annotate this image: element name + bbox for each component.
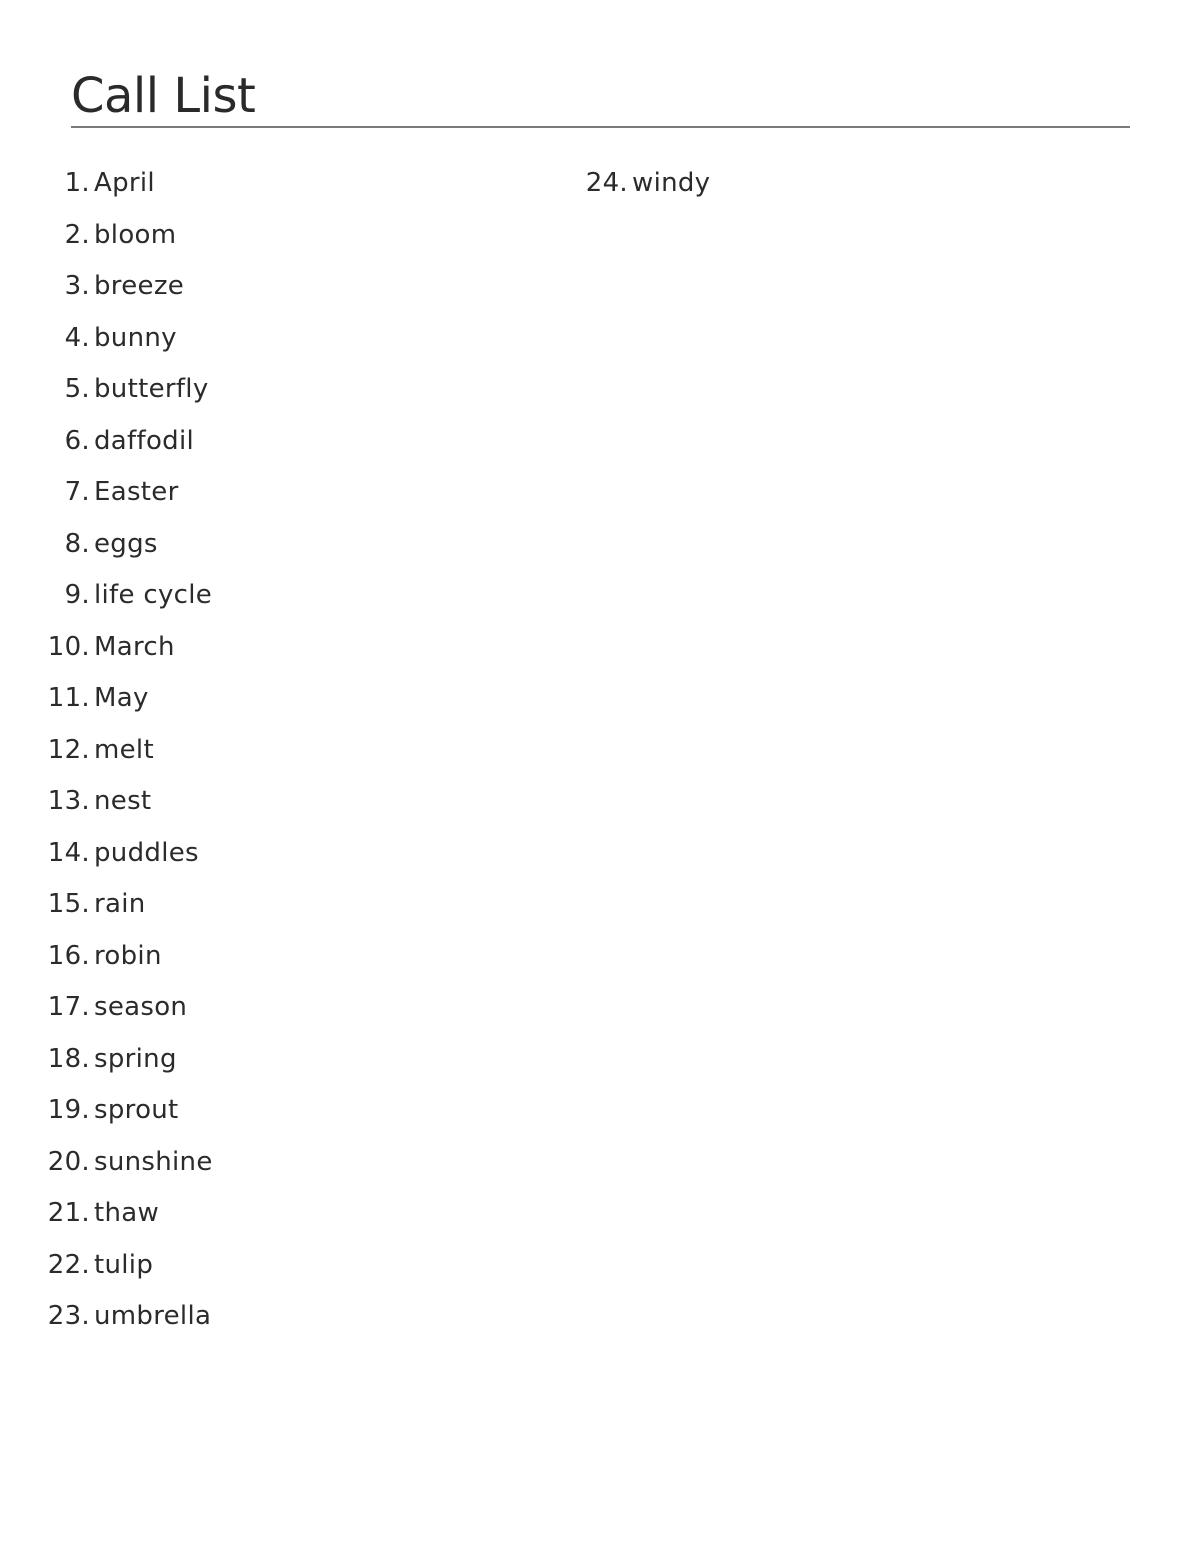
call-list-column-1 xyxy=(0,158,213,1343)
list-item xyxy=(0,1085,213,1137)
item-word: bunny xyxy=(94,322,177,353)
list-item xyxy=(0,519,213,571)
item-number: 1. xyxy=(64,168,90,198)
item-number: 7. xyxy=(64,477,90,507)
item-word: season xyxy=(94,992,188,1022)
list-item xyxy=(0,1291,213,1343)
item-number: 9. xyxy=(64,580,90,610)
item-number: 23. xyxy=(47,1301,90,1331)
item-word: melt xyxy=(94,734,154,765)
item-number: 10. xyxy=(47,631,90,662)
item-number: 22. xyxy=(47,1249,90,1280)
title-divider xyxy=(71,126,1130,128)
item-word: daffodil xyxy=(94,425,195,456)
list-item xyxy=(538,158,710,210)
item-word: butterfly xyxy=(94,374,209,404)
item-number: 13. xyxy=(47,786,90,816)
list-item xyxy=(0,570,213,622)
item-number: 19. xyxy=(47,1095,90,1125)
list-item xyxy=(0,673,213,725)
list-item xyxy=(0,776,213,828)
list-item xyxy=(0,210,213,262)
item-number: 3. xyxy=(64,271,90,301)
item-word: bloom xyxy=(94,219,177,250)
item-word: April xyxy=(94,168,155,198)
list-item xyxy=(0,828,213,880)
item-number: 14. xyxy=(47,837,90,868)
list-item xyxy=(0,1137,213,1189)
item-number: 18. xyxy=(47,1043,90,1074)
item-number: 12. xyxy=(47,734,90,765)
item-number: 15. xyxy=(47,889,90,919)
item-number: 20. xyxy=(47,1146,90,1177)
item-word: March xyxy=(94,631,175,662)
item-number: 4. xyxy=(64,322,90,353)
item-number: 21. xyxy=(47,1198,90,1228)
item-word: umbrella xyxy=(94,1301,212,1331)
list-item xyxy=(0,364,213,416)
list-item xyxy=(0,1240,213,1292)
item-word: Easter xyxy=(94,477,179,507)
item-word: breeze xyxy=(94,271,185,301)
item-word: spring xyxy=(94,1043,177,1074)
item-number: 8. xyxy=(64,528,90,559)
list-item xyxy=(0,622,213,674)
list-item xyxy=(0,158,213,210)
list-item xyxy=(0,261,213,313)
list-item xyxy=(0,982,213,1034)
item-word: rain xyxy=(94,889,146,919)
item-word: sprout xyxy=(94,1095,179,1125)
item-word: eggs xyxy=(94,528,158,559)
item-word: thaw xyxy=(94,1198,160,1228)
item-number: 6. xyxy=(64,425,90,456)
item-number: 17. xyxy=(47,992,90,1022)
item-word: windy xyxy=(632,168,711,198)
list-item xyxy=(0,1034,213,1086)
item-number: 11. xyxy=(47,683,90,713)
item-number: 16. xyxy=(47,940,90,971)
page-title: Call List xyxy=(71,68,256,124)
item-number: 5. xyxy=(64,374,90,404)
list-item xyxy=(0,879,213,931)
list-item xyxy=(0,467,213,519)
item-word: sunshine xyxy=(94,1146,213,1177)
item-number: 2. xyxy=(64,219,90,250)
item-word: life cycle xyxy=(94,580,213,610)
item-word: robin xyxy=(94,940,162,971)
item-word: May xyxy=(94,683,149,713)
list-item xyxy=(0,1188,213,1240)
item-word: tulip xyxy=(94,1249,154,1280)
call-list-column-2 xyxy=(538,158,710,210)
item-number: 24. xyxy=(585,168,628,198)
list-item xyxy=(0,725,213,777)
item-word: nest xyxy=(94,786,152,816)
list-item xyxy=(0,931,213,983)
list-item xyxy=(0,416,213,468)
list-item xyxy=(0,313,213,365)
item-word: puddles xyxy=(94,837,199,868)
